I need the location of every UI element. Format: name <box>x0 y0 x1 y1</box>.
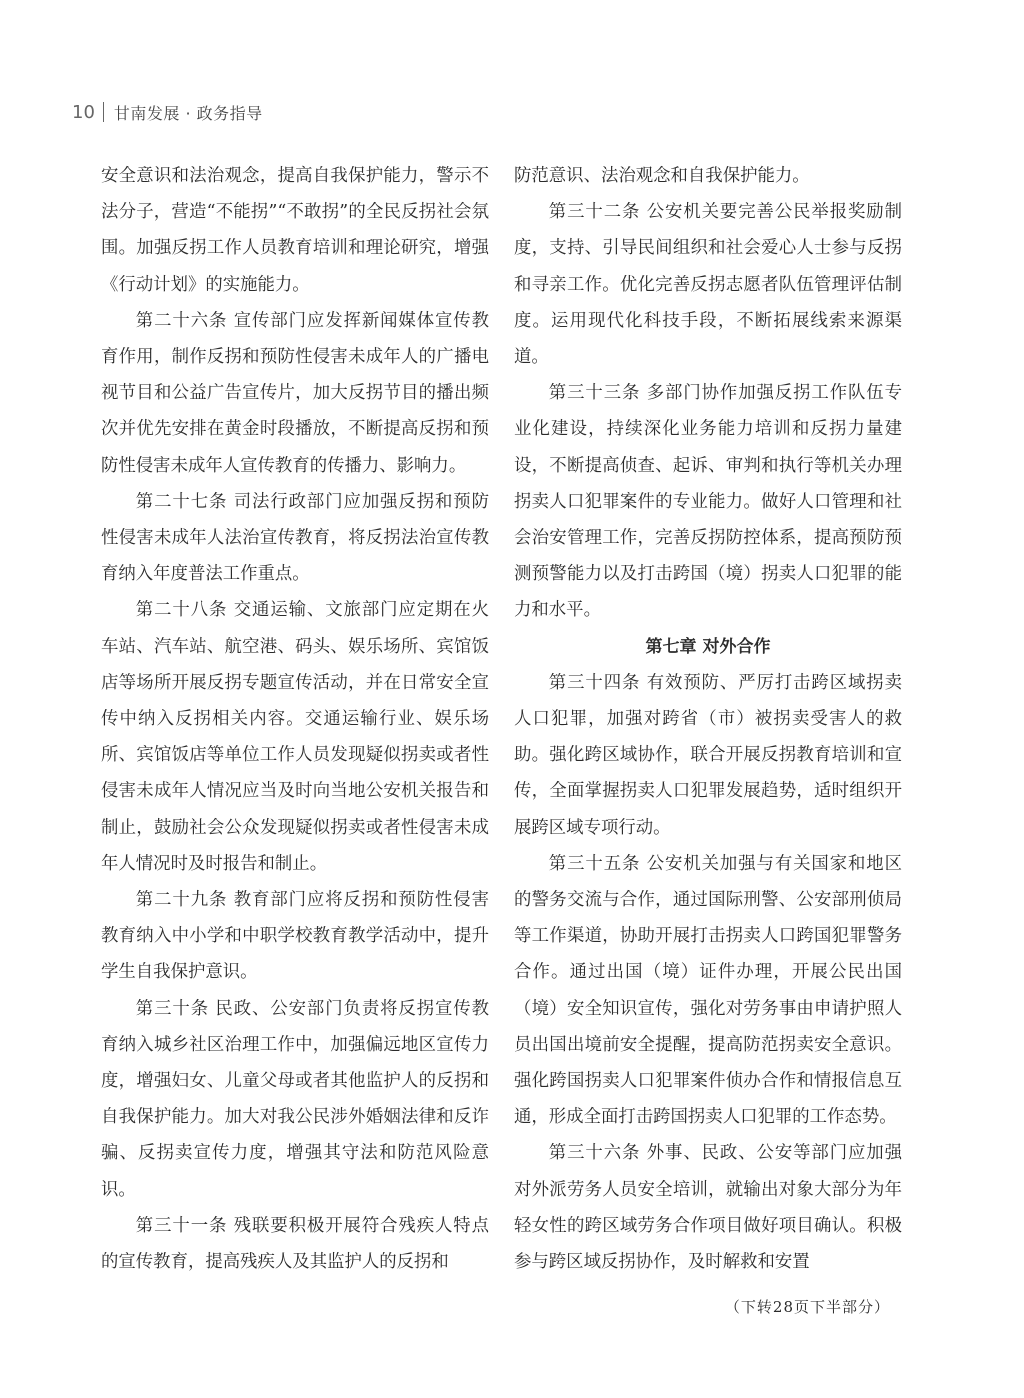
right-column <box>514 158 902 1280</box>
article-29: 第二十九条 教育部门应将反拐和预防性侵害教育纳入中小学和中职学校教育教学活动中，提升学生自我保护意识。 <box>101 890 489 983</box>
header-divider <box>103 102 104 122</box>
article-36: 第三十六条 外事、民政、公安等部门应加强对外派劳务人员安全培训，就输出对象大部分为年轻女性的跨区域劳务合作项目做好项目确认。积极参与跨区域反拐协作，及时解救和安置 <box>514 1143 902 1273</box>
article-34: 第三十四条 有效预防、严厉打击跨区域拐卖人口犯罪，加强对跨省（市）被拐卖受害人的救助。强化跨区域协作，联合开展反拐教育培训和宣传，全面掌握拐卖人口犯罪发展趋势，适时组织开展跨区域专项行动。 <box>514 672 902 838</box>
article-26: 第二十六条 宣传部门应发挥新闻媒体宣传教育作用，制作反拐和预防性侵害未成年人的广播电视节目和公益广告宣传片，加大反拐节目的播出频次并优先安排在黄金时段播放，不断提高反拐和预防性侵害未成年人宣传教育的传播力、影响力。 <box>101 310 489 476</box>
article-31: 第三十一条 残联要积极开展符合残疾人特点的宣传教育，提高残疾人及其监护人的反拐和 <box>101 1215 489 1273</box>
article-27: 第二十七条 司法行政部门应加强反拐和预防性侵害未成年人法治宣传教育，将反拐法治宣传教育纳入年度普法工作重点。 <box>101 491 489 585</box>
article-28: 第二十八条 交通运输、文旅部门应定期在火车站、汽车站、航空港、码头、娱乐场所、宾馆饭店等场所开展反拐专题宣传活动，并在日常安全宣传中纳入反拐相关内容。交通运输行业、娱乐场所、宾馆饭店等单位工作人员发现疑似拐卖或者性侵害未成年人情况应当及时向当地公安机关报告和制止，鼓励社会公众发现疑似拐卖或者性侵害未成年人情况时及时报告和制止。 <box>101 600 489 874</box>
publication-title: 甘南发展 · 政务指导 <box>113 103 263 123</box>
chapter-heading: 第七章 对外合作 <box>645 636 771 657</box>
article-30: 第三十条 民政、公安部门负责将反拐宣传教育纳入城乡社区治理工作中，加强偏远地区宣传力度，增强妇女、儿童父母或者其他监护人的反拐和自我保护能力。加大对我公民涉外婚姻法律和反诈骗、反拐卖宣传力度，增强其守法和防范风险意识。 <box>101 998 489 1200</box>
continuation-note: （下转28页下半部分） <box>724 1298 890 1316</box>
page-header <box>72 98 263 126</box>
article-33: 第三十三条 多部门协作加强反拐工作队伍专业化建设，持续深化业务能力培训和反拐力量建设，不断提高侦查、起诉、审判和执行等机关办理拐卖人口犯罪案件的专业能力。做好人口管理和社会治安管理工作，完善反拐防控体系，提高预防预测预警能力以及打击跨国（境）拐卖人口犯罪的能力和水平。 <box>514 383 902 621</box>
article-35: 第三十五条 公安机关加强与有关国家和地区的警务交流与合作，通过国际刑警、公安部刑侦局等工作渠道，协助开展打击拐卖人口跨国犯罪警务合作。通过出国（境）证件办理，开展公民出国（境）安全知识宣传，强化对劳务事由申请护照人员出国出境前安全提醒，提高防范拐卖安全意识。强化跨国拐卖人口犯罪案件侦办合作和情报信息互通，形成全面打击跨国拐卖人口犯罪的工作态势。 <box>514 853 902 1128</box>
article-32: 第三十二条 公安机关要完善公民举报奖励制度，支持、引导民间组织和社会爱心人士参与反拐和寻亲工作。优化完善反拐志愿者队伍管理评估制度。运用现代化科技手段，不断拓展线索来源渠道。 <box>514 202 902 368</box>
page-number: 10 <box>72 101 95 123</box>
paragraph: 安全意识和法治观念，提高自我保护能力，警示不法分子，营造“不能拐”“不敢拐”的全民反拐社会氛围。加强反拐工作人员教育培训和理论研究，增强《行动计划》的实施能力。 <box>101 166 489 295</box>
left-column <box>101 158 489 1280</box>
paragraph: 防范意识、法治观念和自我保护能力。 <box>514 166 810 186</box>
